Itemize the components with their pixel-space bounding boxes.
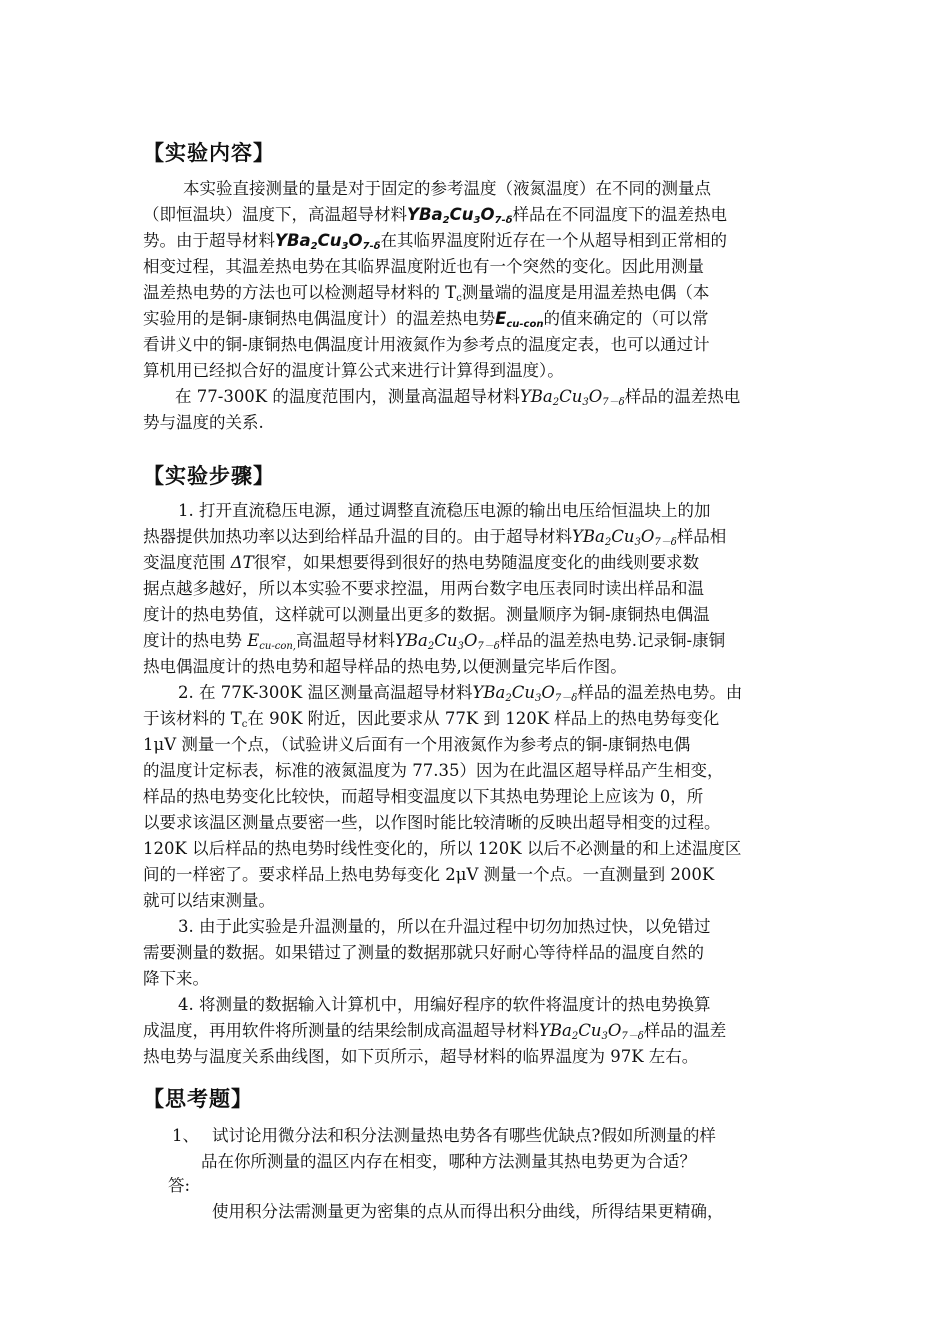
- question-line: 试讨论用微分法和积分法测量热电势各有哪些优缺点?假如所测量的样: [212, 1126, 716, 1145]
- paragraph-line: 在 77-300K 的温度范围内，测量高温超导材料$YBa_2Cu_3O_{7-\delta}$样品的温差热电: [175, 387, 741, 408]
- step-line: 就可以结束测量。: [143, 891, 275, 910]
- formula: $YBa_2Cu_3O_{7-\delta}$: [519, 387, 625, 408]
- section-title-steps: 【实验步骤】: [143, 464, 275, 488]
- paragraph-line: 本实验直接测量的量是对于固定的参考温度（液氮温度）在不同的测量点: [183, 179, 711, 198]
- paragraph-line: 看讲义中的铜-康铜热电偶温度计用液氮作为参考点的温度定表，也可以通过计: [143, 335, 710, 354]
- formula: $YBa_2Cu_3O_{7-\delta}$: [394, 631, 500, 652]
- paragraph-line: 相变过程，其温差热电势在其临界温度附近也有一个突然的变化。因此用测量: [143, 257, 704, 276]
- step-line: 的温度计定标表，标准的液氮温度为 77.35）因为在此温区超导样品产生相变，: [143, 761, 724, 780]
- step-line: 热器提供加热功率以达到给样品升温的目的。由于超导材料$YBa_2Cu_3O_{7-\delta}$样品相: [143, 527, 727, 548]
- step-line: 3. 由于此实验是升温测量的，所以在升温过程中切勿加热过快，以免错过: [178, 917, 711, 936]
- formula: $YBa_2Cu_3O_{7-\delta}$: [407, 205, 513, 226]
- paragraph-line: 势与温度的关系.: [143, 413, 264, 432]
- paragraph-line: 势。由于超导材料$YBa_2Cu_3O_{7-\delta}$在其临界温度附近存在一个从超导相到正常相的: [143, 231, 727, 252]
- step-line: 1μV 测量一个点，（试验讲义后面有一个用液氮作为参考点的铜-康铜热电偶: [143, 735, 691, 754]
- paragraph-line: 温差热电势的方法也可以检测超导材料的 $T_c$测量端的温度是用温差热电偶（本: [143, 283, 710, 304]
- step-line: 成温度，再用软件将所测量的结果绘制成高温超导材料$YBa_2Cu_3O_{7-\delta}$样品的温差: [143, 1021, 727, 1042]
- step-line: 于该材料的 $T_c$在 90K 附近，因此要求从 77K 到 120K 样品上的热电势每变化: [143, 709, 720, 730]
- step-line: 需要测量的数据。如果错过了测量的数据那就只好耐心等待样品的温度自然的: [143, 943, 704, 962]
- step-line: 度计的热电势 $E_{cu-con,}$高温超导材料$YBa_2Cu_3O_{7-\delta}$样品的温差热电势.记录铜-康铜: [143, 631, 726, 652]
- formula: $E_{cu-con}$: [495, 309, 544, 330]
- answer-label: 答:: [168, 1176, 191, 1195]
- paragraph-line: （即恒温块）温度下，高温超导材料$YBa_2Cu_3O_{7-\delta}$样品在不同温度下的温差热电: [143, 205, 727, 226]
- step-line: 2. 在 77K-300K 温区测量高温超导材料$YBa_2Cu_3O_{7-\delta}$样品的温差热电势。由: [178, 683, 743, 704]
- question-line: 品在你所测量的温区内存在相变，哪种方法测量其热电势更为合适？: [201, 1152, 696, 1171]
- step-line: 热电势与温度关系曲线图，如下页所示，超导材料的临界温度为 97K 左右。: [143, 1047, 699, 1066]
- step-line: 间的一样密了。要求样品上热电势每变化 2μV 测量一个点。一直测量到 200K: [143, 865, 715, 884]
- step-line: 120K 以后样品的热电势时线性变化的，所以 120K 以后不必测量的和上述温度区: [143, 839, 742, 858]
- paragraph-line: 算机用已经拟合好的温度计算公式来进行计算得到温度）。: [143, 361, 564, 380]
- formula: $YBa_2Cu_3O_{7-\delta}$: [572, 527, 677, 548]
- answer-line: 使用积分法需测量更为密集的点从而得出积分曲线，所得结果更精确，: [212, 1202, 724, 1221]
- step-line: 变温度范围 ΔT很窄，如果想要得到很好的热电势随温度变化的曲线则要求数: [143, 553, 700, 572]
- step-line: 以要求该温区测量点要密一些，以作图时能比较清晰的反映出超导相变的过程。: [143, 813, 721, 832]
- step-line: 度计的热电势值，这样就可以测量出更多的数据。测量顺序为铜-康铜热电偶温: [143, 605, 710, 624]
- paragraph-line: 实验用的是铜-康铜热电偶温度计）的温差热电势$E_{cu-con}$的值来确定的（可以常: [143, 309, 709, 330]
- formula: $YBa_2Cu_3O_{7-\delta}$: [539, 1021, 644, 1042]
- question-number: 1、: [172, 1126, 199, 1145]
- step-line: 1. 打开直流稳压电源，通过调整直流稳压电源的输出电压给恒温块上的加: [178, 501, 711, 520]
- formula: $YBa_2Cu_3O_{7-\delta}$: [275, 231, 381, 252]
- step-line: 热电偶温度计的热电势和超导样品的热电势,以便测量完毕后作图。: [143, 657, 627, 676]
- step-line: 据点越多越好，所以本实验不要求控温，用两台数字电压表同时读出样品和温: [143, 579, 704, 598]
- formula: $E_{cu-con,}$: [247, 631, 296, 652]
- section-title-content: 【实验内容】: [143, 141, 275, 165]
- formula: $YBa_2Cu_3O_{7-\delta}$: [472, 683, 578, 704]
- step-line: 4. 将测量的数据输入计算机中，用编好程序的软件将温度计的热电势换算: [178, 995, 711, 1014]
- section-title-questions: 【思考题】: [143, 1087, 253, 1111]
- step-line: 样品的热电势变化比较快，而超导相变温度以下其热电势理论上应该为 0，所: [143, 787, 704, 806]
- step-line: 降下来。: [143, 969, 209, 988]
